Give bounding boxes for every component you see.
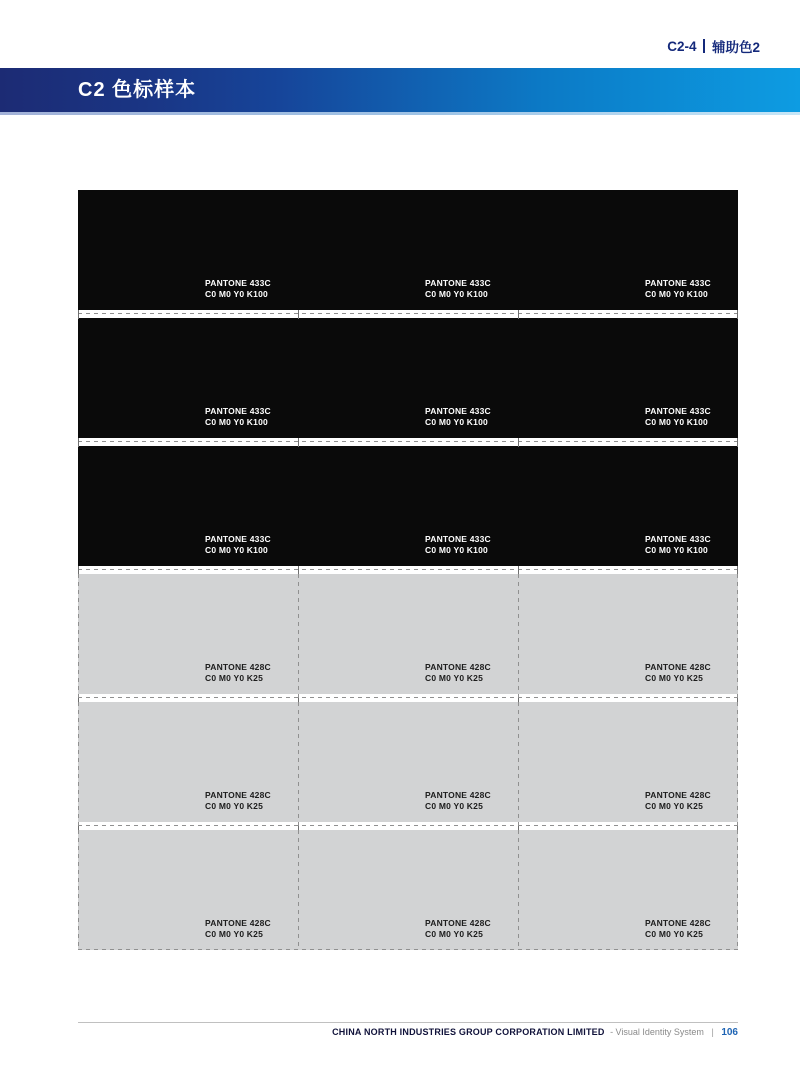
swatch-label bbox=[645, 278, 711, 299]
cut-line-vertical-col2 bbox=[518, 574, 519, 950]
swatch-cmyk-value: C0 M0 Y0 K25 bbox=[425, 672, 483, 683]
swatch-label bbox=[205, 790, 271, 811]
swatch-label bbox=[205, 278, 271, 299]
footer-separator: | bbox=[711, 1027, 714, 1037]
swatch-grid bbox=[78, 190, 738, 950]
swatch-label bbox=[645, 790, 711, 811]
swatch-row bbox=[78, 702, 738, 822]
swatch-cmyk-value: C0 M0 Y0 K100 bbox=[645, 544, 708, 555]
swatch-pantone-name: PANTONE 433C bbox=[645, 406, 711, 416]
swatch-cmyk-value: C0 M0 Y0 K25 bbox=[425, 928, 483, 939]
swatch-pantone-name: PANTONE 428C bbox=[205, 790, 271, 800]
swatch-label bbox=[425, 406, 491, 427]
page-tab bbox=[667, 36, 760, 56]
page-tab-name: 辅助色2 bbox=[711, 40, 760, 55]
cut-line-horizontal bbox=[78, 313, 738, 314]
swatch-cmyk-value: C0 M0 Y0 K100 bbox=[645, 288, 708, 299]
swatch-pantone-name: PANTONE 433C bbox=[205, 278, 271, 288]
swatch-label bbox=[645, 406, 711, 427]
footer-company: CHINA NORTH INDUSTRIES GROUP CORPORATION LIMITED bbox=[332, 1027, 605, 1037]
swatch-label bbox=[645, 534, 711, 555]
cut-line-horizontal bbox=[78, 825, 738, 826]
swatch-pantone-name: PANTONE 428C bbox=[205, 918, 271, 928]
swatch-pantone-name: PANTONE 428C bbox=[645, 662, 711, 672]
swatch-pantone-name: PANTONE 428C bbox=[425, 918, 491, 928]
cut-line-tick bbox=[737, 309, 738, 319]
swatch-pantone-name: PANTONE 433C bbox=[425, 406, 491, 416]
swatch-label bbox=[645, 918, 711, 939]
swatch-row bbox=[78, 574, 738, 694]
cut-line-tick bbox=[518, 309, 519, 319]
swatch-cmyk-value: C0 M0 Y0 K25 bbox=[425, 800, 483, 811]
swatch-label bbox=[205, 662, 271, 683]
tab-divider-line bbox=[703, 39, 705, 53]
cut-line-tick bbox=[298, 309, 299, 319]
swatch-row bbox=[78, 830, 738, 950]
swatch-cmyk-value: C0 M0 Y0 K100 bbox=[205, 416, 268, 427]
cut-line-gap bbox=[78, 822, 738, 830]
swatch-pantone-name: PANTONE 428C bbox=[425, 790, 491, 800]
swatch-label bbox=[645, 662, 711, 683]
swatch-label bbox=[425, 278, 491, 299]
page-tab-code: C2-4 bbox=[667, 38, 697, 54]
swatch-cmyk-value: C0 M0 Y0 K25 bbox=[205, 800, 263, 811]
footer-divider-line bbox=[78, 1022, 738, 1023]
section-title-bar bbox=[0, 68, 800, 112]
swatch-cmyk-value: C0 M0 Y0 K25 bbox=[205, 672, 263, 683]
swatch-pantone-name: PANTONE 433C bbox=[205, 406, 271, 416]
cut-line-gap bbox=[78, 310, 738, 318]
swatch-pantone-name: PANTONE 433C bbox=[645, 534, 711, 544]
swatch-cmyk-value: C0 M0 Y0 K100 bbox=[205, 544, 268, 555]
swatch-pantone-name: PANTONE 428C bbox=[645, 918, 711, 928]
swatch-label bbox=[205, 918, 271, 939]
cut-line-tick bbox=[298, 437, 299, 447]
swatch-label bbox=[425, 534, 491, 555]
swatch-cmyk-value: C0 M0 Y0 K25 bbox=[205, 928, 263, 939]
cut-line-tick bbox=[78, 309, 79, 319]
swatch-row bbox=[78, 190, 738, 310]
swatch-cmyk-value: C0 M0 Y0 K25 bbox=[645, 672, 703, 683]
swatch-label bbox=[205, 406, 271, 427]
swatch-cmyk-value: C0 M0 Y0 K25 bbox=[645, 928, 703, 939]
title-bar-accent-strip bbox=[0, 112, 800, 115]
swatch-label bbox=[425, 790, 491, 811]
cut-line-vertical-right bbox=[737, 574, 738, 950]
swatch-pantone-name: PANTONE 428C bbox=[645, 790, 711, 800]
swatch-cmyk-value: C0 M0 Y0 K100 bbox=[645, 416, 708, 427]
cut-line-tick bbox=[737, 437, 738, 447]
swatch-cmyk-value: C0 M0 Y0 K100 bbox=[425, 288, 488, 299]
swatch-pantone-name: PANTONE 428C bbox=[425, 662, 491, 672]
swatch-cmyk-value: C0 M0 Y0 K100 bbox=[205, 288, 268, 299]
swatch-label bbox=[205, 534, 271, 555]
cut-line-tick bbox=[518, 437, 519, 447]
cut-line-horizontal bbox=[78, 441, 738, 442]
footer bbox=[78, 1027, 738, 1038]
swatch-cmyk-value: C0 M0 Y0 K25 bbox=[645, 800, 703, 811]
swatch-label bbox=[425, 918, 491, 939]
swatch-pantone-name: PANTONE 433C bbox=[205, 534, 271, 544]
cut-line-bottom bbox=[78, 949, 738, 950]
swatch-cmyk-value: C0 M0 Y0 K100 bbox=[425, 544, 488, 555]
section-title: C2 色标样本 bbox=[78, 79, 197, 101]
swatch-pantone-name: PANTONE 433C bbox=[645, 278, 711, 288]
footer-page-number: 106 bbox=[721, 1027, 738, 1038]
swatch-pantone-name: PANTONE 433C bbox=[425, 278, 491, 288]
cut-line-gap bbox=[78, 438, 738, 446]
swatch-row bbox=[78, 318, 738, 438]
swatch-row bbox=[78, 446, 738, 566]
cut-line-gap bbox=[78, 694, 738, 702]
swatch-pantone-name: PANTONE 433C bbox=[425, 534, 491, 544]
swatch-cmyk-value: C0 M0 Y0 K100 bbox=[425, 416, 488, 427]
cut-line-gap bbox=[78, 566, 738, 574]
footer-system-label: - Visual Identity System bbox=[610, 1027, 704, 1037]
cut-line-vertical-col1 bbox=[298, 574, 299, 950]
swatch-pantone-name: PANTONE 428C bbox=[205, 662, 271, 672]
cut-line-horizontal bbox=[78, 697, 738, 698]
cut-line-tick bbox=[78, 437, 79, 447]
cut-line-vertical-left bbox=[78, 574, 79, 950]
swatch-label bbox=[425, 662, 491, 683]
cut-line-horizontal bbox=[78, 569, 738, 570]
